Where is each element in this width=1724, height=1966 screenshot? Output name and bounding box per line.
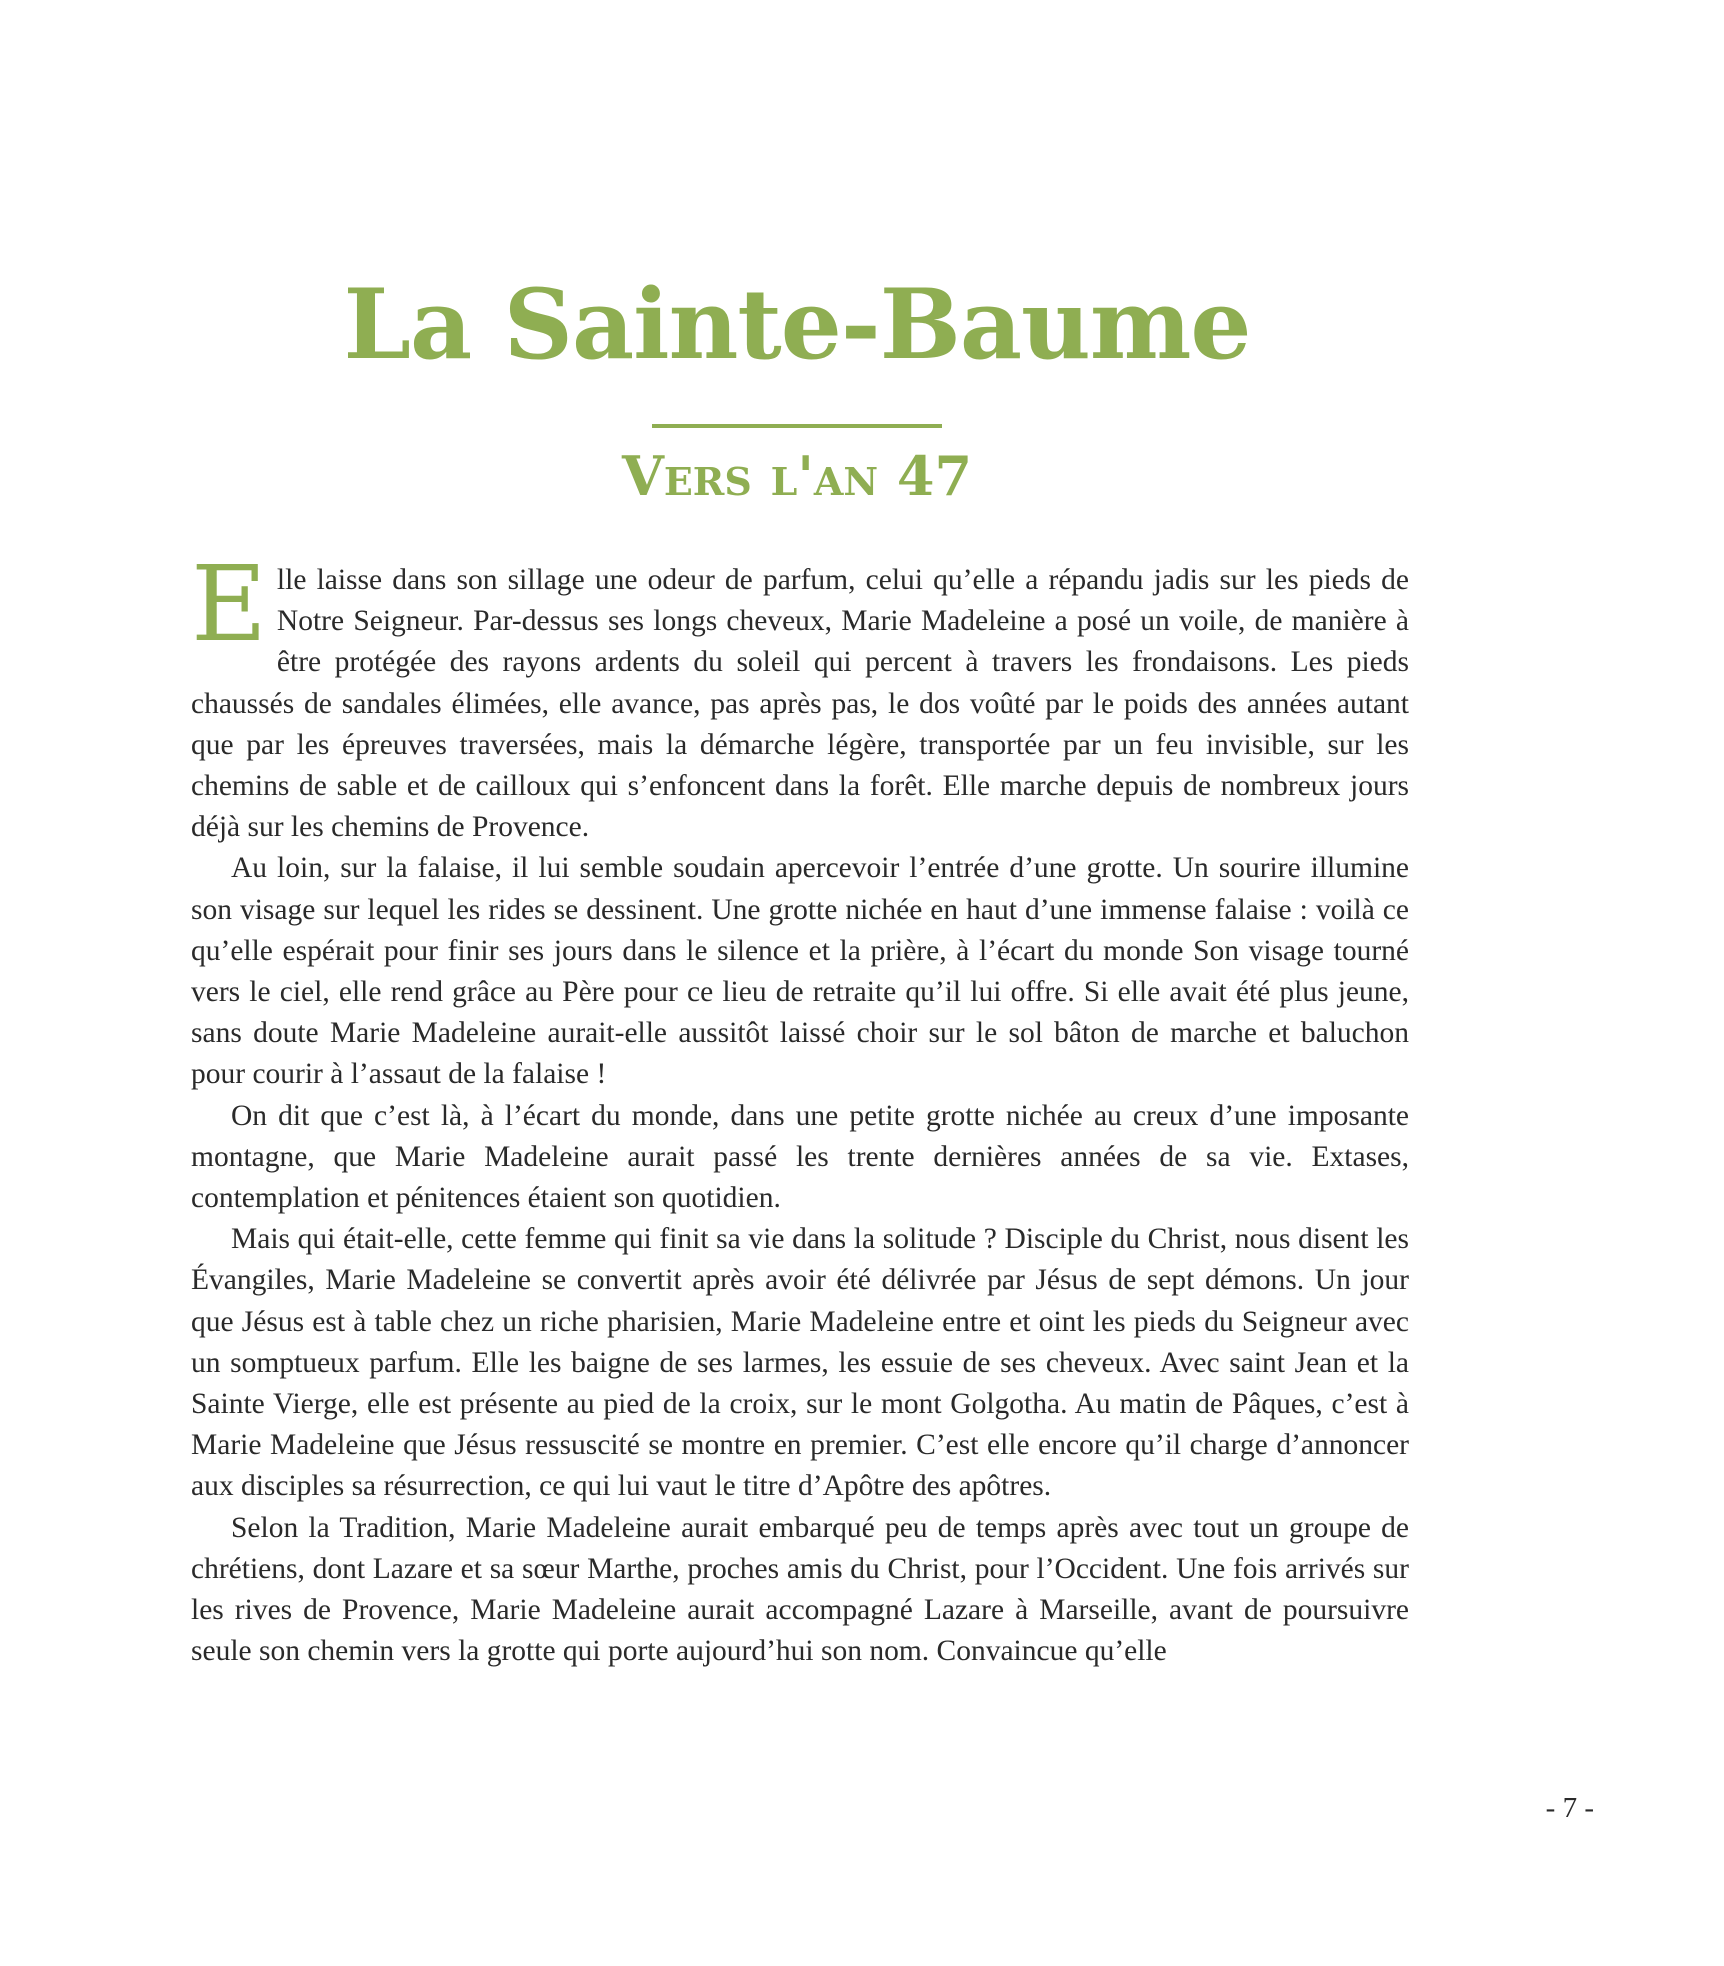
title-divider bbox=[652, 424, 942, 428]
page-number: - 7 - bbox=[1545, 1792, 1594, 1824]
paragraph-text: lle laisse dans son sillage une odeur de parfum, celui qu’elle a répandu jadis sur les pieds de Notre Seigneur. Par-dessus ses longs cheveux, Marie Madeleine a posé un voile, de manière à être protégée des rayons ardents du soleil qui percent à travers les frondaisons. Les pieds chaussés de sandales élimées, elle avance, pas après pas, le dos voûté par le poids des années autant que par les épreuves traversées, mais la démarche légère, transportée par un feu invisible, sur les chemins de sable et de cailloux qui s’enfoncent dans la forêt. Elle marche depuis de nombreux jours déjà sur les chemins de Provence. bbox=[191, 564, 1409, 844]
paragraph: Mais qui était-elle, cette femme qui finit sa vie dans la solitude ? Disciple du Christ, nous disent les Évangiles, Marie Madeleine se convertit après avoir été délivrée par Jésus de sept démons. Un jour que Jésus est à table chez un riche pharisien, Marie Madeleine entre et oint les pieds du Seigneur avec un somptueux parfum. Elle les baigne de ses larmes, les essuie de ses cheveux. Avec saint Jean et la Sainte Vierge, elle est présente au pied de la croix, sur le mont Golgotha. Au matin de Pâques, c’est à Marie Madeleine que Jésus ressuscité se montre en premier. C’est elle encore qu’il charge d’annoncer aux disciples sa résurrection, ce qui lui vaut le titre d’Apôtre des apôtres. bbox=[191, 1223, 1409, 1503]
drop-cap: E bbox=[191, 543, 267, 665]
paragraph: On dit que c’est là, à l’écart du monde, dans une petite grotte nichée au creux d’une imposante montagne, que Marie Madeleine aurait passé les trente dernières années de sa vie. Extases, contemplation et pénitences étaient son quotidien. bbox=[191, 1099, 1409, 1215]
chapter-title: La Sainte-Baume bbox=[343, 268, 1251, 381]
chapter-subtitle: Vers l'an 47 bbox=[621, 444, 973, 508]
body-text bbox=[191, 543, 1409, 1672]
paragraph: Selon la Tradition, Marie Madeleine aurait embarqué peu de temps après avec tout un groupe de chrétiens, dont Lazare et sa sœur Marthe, proches amis du Christ, pour l’Occident. Une fois arrivés sur les rives de Provence, Marie Madeleine aurait accompagné Lazare à Marseille, avant de poursuivre seule son chemin vers la grotte qui porte aujourd’hui son nom. Convaincue qu’elle bbox=[191, 1511, 1409, 1668]
paragraph: Au loin, sur la falaise, il lui semble soudain apercevoir l’entrée d’une grotte. Un sourire illumine son visage sur lequel les rides se dessinent. Une grotte nichée en haut d’une immense falaise : voilà ce qu’elle espérait pour finir ses jours dans le silence et la prière, à l’écart du monde Son visage tourné vers le ciel, elle rend grâce au Père pour ce lieu de retraite qu’il lui offre. Si elle avait été plus jeune, sans doute Marie Madeleine aurait-elle aussitôt laissé choir sur le sol bâton de marche et baluchon pour courir à l’assaut de la falaise ! bbox=[191, 852, 1409, 1091]
paragraph bbox=[191, 543, 1409, 848]
